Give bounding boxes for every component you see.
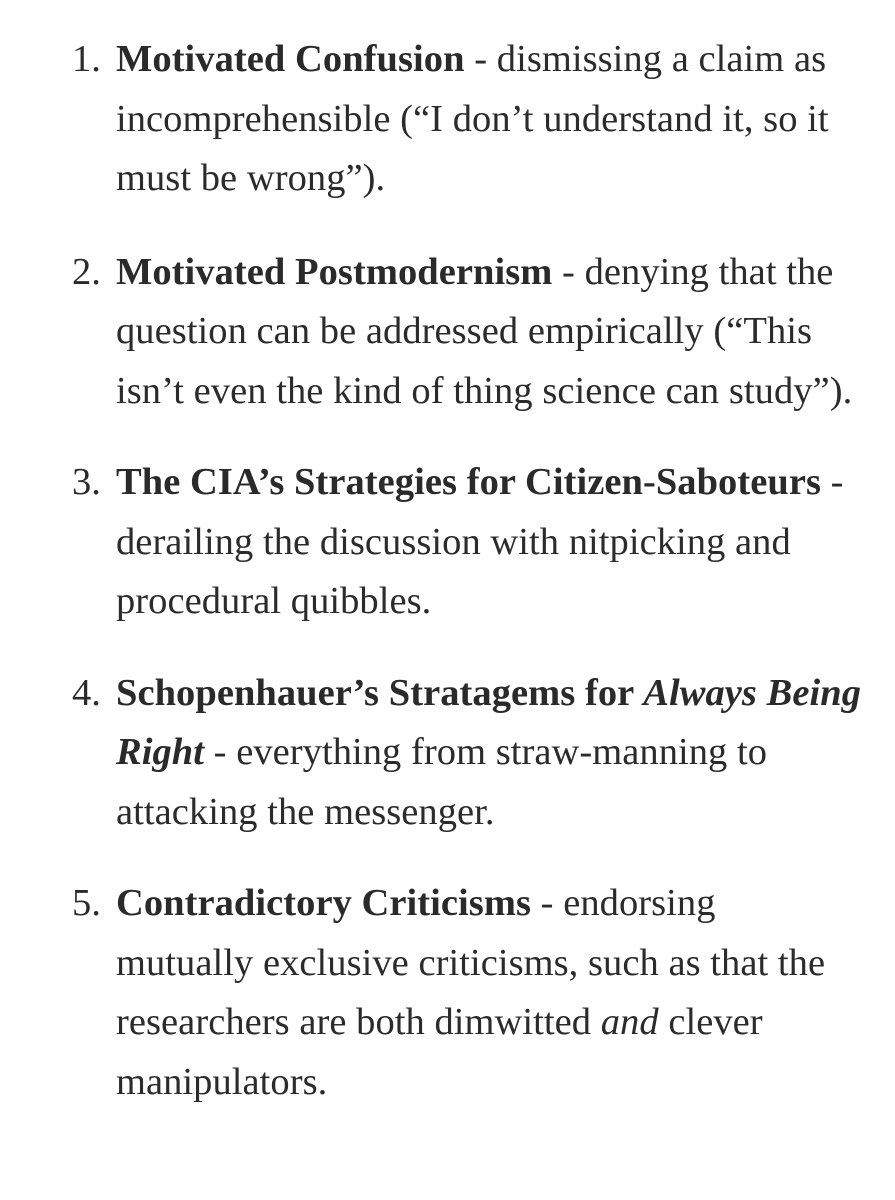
list-item-separator: - <box>552 250 585 293</box>
list-item <box>72 453 862 632</box>
numbered-list <box>72 30 862 1112</box>
list-number: 3. <box>72 461 101 503</box>
list-item <box>72 664 862 843</box>
list-item-separator: - <box>821 461 844 503</box>
list-item <box>72 243 862 422</box>
list-item <box>72 874 862 1112</box>
list-item-text <box>116 453 862 632</box>
list-item-description: everything from straw-manning to attacking the messenger. <box>116 731 768 833</box>
list-number: 2. <box>72 250 101 293</box>
list-item-text <box>116 664 862 843</box>
list-item-term: Motivated Confusion <box>116 38 465 80</box>
list-item-text <box>116 30 862 209</box>
list-item-text <box>116 243 862 422</box>
list-number: 4. <box>72 671 101 714</box>
list-item-description: endorsing mutually exclusive criticisms, such as that the researchers are both dimwitted <box>116 882 826 1043</box>
list-item-term: The CIA’s Strategies for Citizen-Saboteurs <box>116 461 821 503</box>
list-item-separator: - <box>464 38 497 80</box>
emphasis-text: and <box>600 1001 659 1043</box>
list-item-term-text: Schopenhauer’s Stratagems for <box>116 671 644 714</box>
list-item <box>72 30 862 209</box>
list-item-description-tail: clever manipulators. <box>116 1001 763 1103</box>
list-item-description: dismissing a claim as incomprehensible (“I don’t understand it, so it must be wrong”). <box>116 38 829 199</box>
list-item-description: denying that the question can be addressed empirically (“This isn’t even the kind of thing science can study”). <box>116 250 853 412</box>
list-item-description: derailing the discussion with nitpicking and procedural quibbles. <box>116 520 791 622</box>
list-number: 1. <box>72 38 101 80</box>
list-item-separator: - <box>203 731 237 773</box>
list-item-term: Motivated Postmodernism <box>116 250 553 293</box>
list-item-text <box>116 874 862 1112</box>
list-item-term: Contradictory Criticisms <box>116 882 531 924</box>
book-title: Always Being Right <box>116 671 861 773</box>
list-item-separator: - <box>530 882 564 924</box>
list-number: 5. <box>72 882 101 924</box>
